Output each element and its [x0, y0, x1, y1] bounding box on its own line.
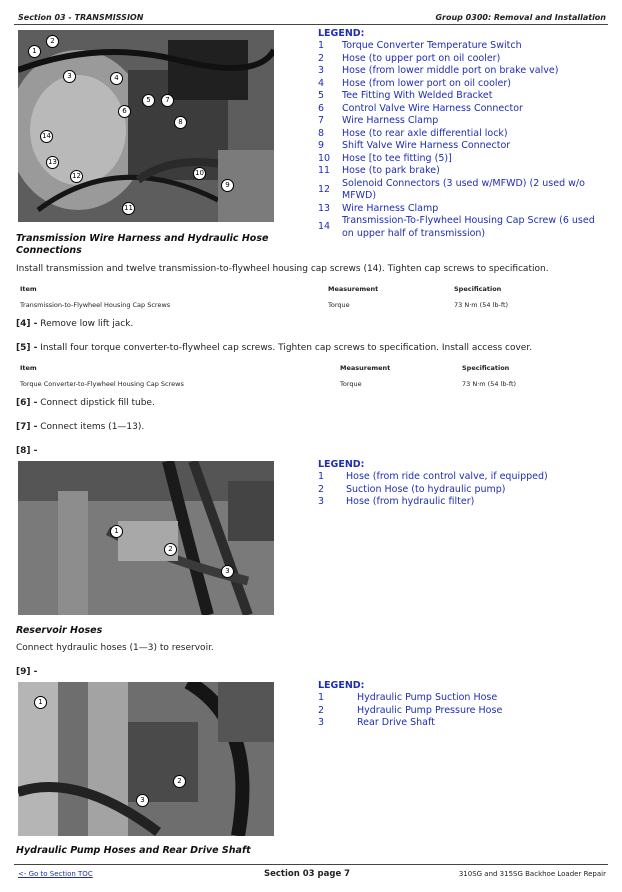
- spec-header-measurement: Measurement: [340, 364, 391, 372]
- section-toc-link[interactable]: <- Go to Section TOC: [18, 870, 93, 878]
- figure-caption: Transmission Wire Harness and Hydraulic Hose Connections: [16, 233, 269, 256]
- legend-row: 14 Transmission-To-Flywheel Housing Cap Screw (6 used on upper half of transmission): [318, 215, 595, 239]
- step-number: [6] -: [16, 398, 38, 408]
- legend-title: LEGEND:: [318, 459, 365, 470]
- step-5: [16, 343, 612, 353]
- spec-header-measurement: Measurement: [328, 285, 379, 293]
- callout-5: 5: [142, 94, 155, 107]
- spec-measurement: Torque: [340, 380, 362, 388]
- legend-row: 7 Wire Harness Clamp: [318, 115, 439, 126]
- callout-3: 3: [63, 70, 76, 83]
- spec-measurement: Torque: [328, 301, 350, 309]
- pump-photo: [18, 682, 274, 836]
- step-text: Connect items (1—13).: [37, 422, 145, 432]
- spec-header-specification: Specification: [454, 285, 502, 293]
- instruction-text: Connect hydraulic hoses (1—3) to reservoir.: [16, 643, 214, 653]
- legend-row: 4 Hose (from lower port on oil cooler): [318, 77, 511, 89]
- step-9: [16, 667, 37, 677]
- legend-row: 3 Rear Drive Shaft: [318, 717, 435, 728]
- spec-item: Transmission-to-Flywheel Housing Cap Screws: [20, 301, 171, 309]
- spec-item: Torque Converter-to-Flywheel Housing Cap Screws: [20, 380, 184, 388]
- legend-row: 10 Hose [to tee fitting (5)]: [318, 152, 452, 164]
- legend-row: 1 Torque Converter Temperature Switch: [318, 40, 522, 51]
- callout-14: 14: [40, 130, 53, 143]
- callout-13: 13: [46, 156, 59, 169]
- legend-row: 6 Control Valve Wire Harness Connector: [318, 102, 523, 114]
- callout-7: 7: [161, 94, 174, 107]
- figure-caption: Hydraulic Pump Hoses and Rear Drive Shaft: [16, 845, 251, 856]
- step-number: [8] -: [16, 446, 38, 456]
- callout-1: 1: [110, 525, 123, 538]
- legend-row: 12 Solenoid Connectors (3 used w/MFWD) (2 used w/o MFWD): [318, 177, 585, 201]
- legend-row: 2 Hydraulic Pump Pressure Hose: [318, 704, 503, 716]
- page-header: [14, 10, 608, 25]
- callout-1: 1: [34, 696, 47, 709]
- step-6: [16, 398, 155, 408]
- callout-4: 4: [110, 72, 123, 85]
- legend-row: 9 Shift Valve Wire Harness Connector: [318, 140, 511, 151]
- callout-3: 3: [221, 565, 234, 578]
- spec-header-item: Item: [20, 364, 37, 372]
- legend-transmission: [318, 28, 608, 240]
- legend-row: 1 Hydraulic Pump Suction Hose: [318, 692, 498, 703]
- step-number: [7] -: [16, 422, 38, 432]
- step-text: Remove low lift jack.: [37, 319, 134, 329]
- callout-11: 11: [122, 202, 135, 215]
- step-number: [4] -: [16, 319, 38, 329]
- callout-2: 2: [46, 35, 59, 48]
- transmission-photo: [18, 30, 274, 222]
- callout-3: 3: [136, 794, 149, 807]
- step-4: [16, 319, 133, 329]
- callout-8: 8: [174, 116, 187, 129]
- instruction-text: Install transmission and twelve transmission-to-flywheel housing cap screws (14). Tighten cap screws to specification.: [16, 264, 549, 274]
- figure-caption: Reservoir Hoses: [16, 625, 103, 636]
- legend-row: 5 Tee Fitting With Welded Bracket: [318, 90, 493, 101]
- step-text: Connect dipstick fill tube.: [37, 398, 155, 408]
- callout-6: 6: [118, 105, 131, 118]
- step-text: Install four torque converter-to-flywheel cap screws. Tighten cap screws to specification. Install access cover.: [37, 343, 533, 353]
- legend-title: LEGEND:: [318, 680, 365, 691]
- manual-title: 310SG and 315SG Backhoe Loader Repair: [458, 870, 606, 878]
- legend-row: 13 Wire Harness Clamp: [318, 202, 439, 214]
- step-8: [16, 446, 37, 456]
- legend-reservoir: [318, 459, 608, 509]
- legend-row: 2 Suction Hose (to hydraulic pump): [318, 483, 506, 495]
- callout-10: 10: [193, 167, 206, 180]
- legend-row: 2 Hose (to upper port on oil cooler): [318, 52, 501, 64]
- legend-title: LEGEND:: [318, 28, 365, 39]
- step-number: [9] -: [16, 667, 38, 677]
- reservoir-photo: [18, 461, 274, 615]
- legend-row: 8 Hose (to rear axle differential lock): [318, 127, 508, 139]
- callout-12: 12: [70, 170, 83, 183]
- legend-row: 3 Hose (from hydraulic filter): [318, 496, 475, 507]
- step-7: [16, 422, 144, 432]
- callout-9: 9: [221, 179, 234, 192]
- legend-row: 3 Hose (from lower middle port on brake valve): [318, 65, 559, 76]
- callout-2: 2: [173, 775, 186, 788]
- page-number: Section 03 page 7: [264, 869, 351, 879]
- legend-row: 11 Hose (to park brake): [318, 165, 440, 176]
- legend-row: 1 Hose (from ride control valve, if equipped): [318, 471, 548, 482]
- spec-table: [20, 364, 600, 394]
- step-number: [5] -: [16, 343, 38, 353]
- callout-2: 2: [164, 543, 177, 556]
- page-footer: [14, 864, 608, 885]
- group-title: Group 0300: Removal and Installation: [435, 13, 606, 22]
- legend-pump: [318, 680, 608, 730]
- spec-header-specification: Specification: [462, 364, 510, 372]
- section-title: Section 03 - TRANSMISSION: [18, 13, 144, 22]
- spec-table: [20, 285, 600, 315]
- spec-value: 73 N·m (54 lb-ft): [454, 301, 509, 309]
- spec-value: 73 N·m (54 lb-ft): [462, 380, 517, 388]
- callout-1: 1: [28, 45, 41, 58]
- spec-header-item: Item: [20, 285, 37, 293]
